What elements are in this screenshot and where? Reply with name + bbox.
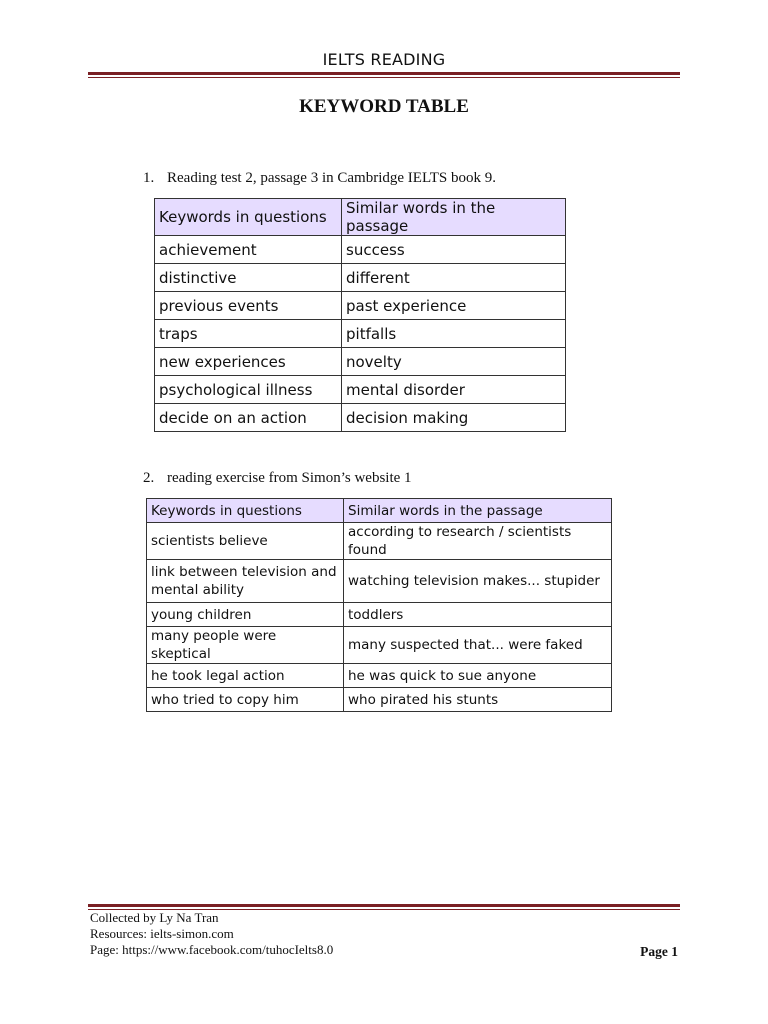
table-cell-similar: according to research / scientists found [344, 523, 612, 560]
table-row [147, 664, 612, 688]
footer-resources: Resources: ielts-simon.com [90, 926, 234, 941]
table-row [147, 627, 612, 664]
table-row [147, 688, 612, 712]
table-cell-keyword: decide on an action [155, 404, 342, 432]
section2-number: 2. [143, 470, 155, 486]
table-cell-similar: different [342, 264, 566, 292]
section1-number: 1. [143, 170, 155, 186]
section2-heading [143, 470, 412, 487]
table-cell-keyword: previous events [155, 292, 342, 320]
keyword-table-2 [146, 498, 612, 712]
table-cell-keyword: traps [155, 320, 342, 348]
table-row [155, 376, 566, 404]
table-cell-similar: watching television makes... stupider [344, 560, 612, 603]
table-row [155, 264, 566, 292]
table-row [155, 292, 566, 320]
table-cell-keyword: scientists believe [147, 523, 344, 560]
footer-collected-by: Collected by Ly Na Tran [90, 910, 219, 925]
table-cell-keyword: he took legal action [147, 664, 344, 688]
table-cell-similar: many suspected that... were faked [344, 627, 612, 664]
table-header-row [147, 499, 612, 523]
table-row [155, 404, 566, 432]
table-header-cell: Similar words in the passage [344, 499, 612, 523]
table-row [155, 320, 566, 348]
table-cell-keyword: new experiences [155, 348, 342, 376]
table-header-row [155, 199, 566, 236]
table-header-cell: Keywords in questions [155, 199, 342, 236]
table-cell-keyword: young children [147, 603, 344, 627]
table-cell-similar: toddlers [344, 603, 612, 627]
table-cell-similar: pitfalls [342, 320, 566, 348]
table-cell-similar: mental disorder [342, 376, 566, 404]
table-header-cell: Keywords in questions [147, 499, 344, 523]
table-cell-similar: he was quick to sue anyone [344, 664, 612, 688]
table-cell-similar: success [342, 236, 566, 264]
section1-heading-text: Reading test 2, passage 3 in Cambridge IELTS book 9. [167, 170, 496, 186]
table-row [147, 603, 612, 627]
table-cell-keyword: link between television and mental ability [147, 560, 344, 603]
table-row [155, 236, 566, 264]
table-row [155, 348, 566, 376]
section2-heading-text: reading exercise from Simon’s website 1 [167, 470, 412, 486]
table-cell-keyword: many people were skeptical [147, 627, 344, 664]
table-header-cell: Similar words in the passage [342, 199, 566, 236]
table-cell-keyword: who tried to copy him [147, 688, 344, 712]
table-cell-similar: past experience [342, 292, 566, 320]
table-cell-similar: decision making [342, 404, 566, 432]
table-row [147, 560, 612, 603]
footer-credits [90, 910, 333, 958]
table-cell-keyword: achievement [155, 236, 342, 264]
footer-page-link: Page: https://www.facebook.com/tuhocIelts8.0 [90, 942, 334, 957]
header-divider [88, 72, 680, 78]
keyword-table-1 [154, 198, 566, 432]
table-cell-keyword: distinctive [155, 264, 342, 292]
document-title: KEYWORD TABLE [299, 96, 469, 117]
page-number: Page 1 [640, 944, 678, 959]
table-cell-keyword: psychological illness [155, 376, 342, 404]
table-cell-similar: who pirated his stunts [344, 688, 612, 712]
page-header-title: IELTS READING [322, 50, 446, 69]
table-row [147, 523, 612, 560]
table-cell-similar: novelty [342, 348, 566, 376]
section1-heading [143, 170, 496, 187]
